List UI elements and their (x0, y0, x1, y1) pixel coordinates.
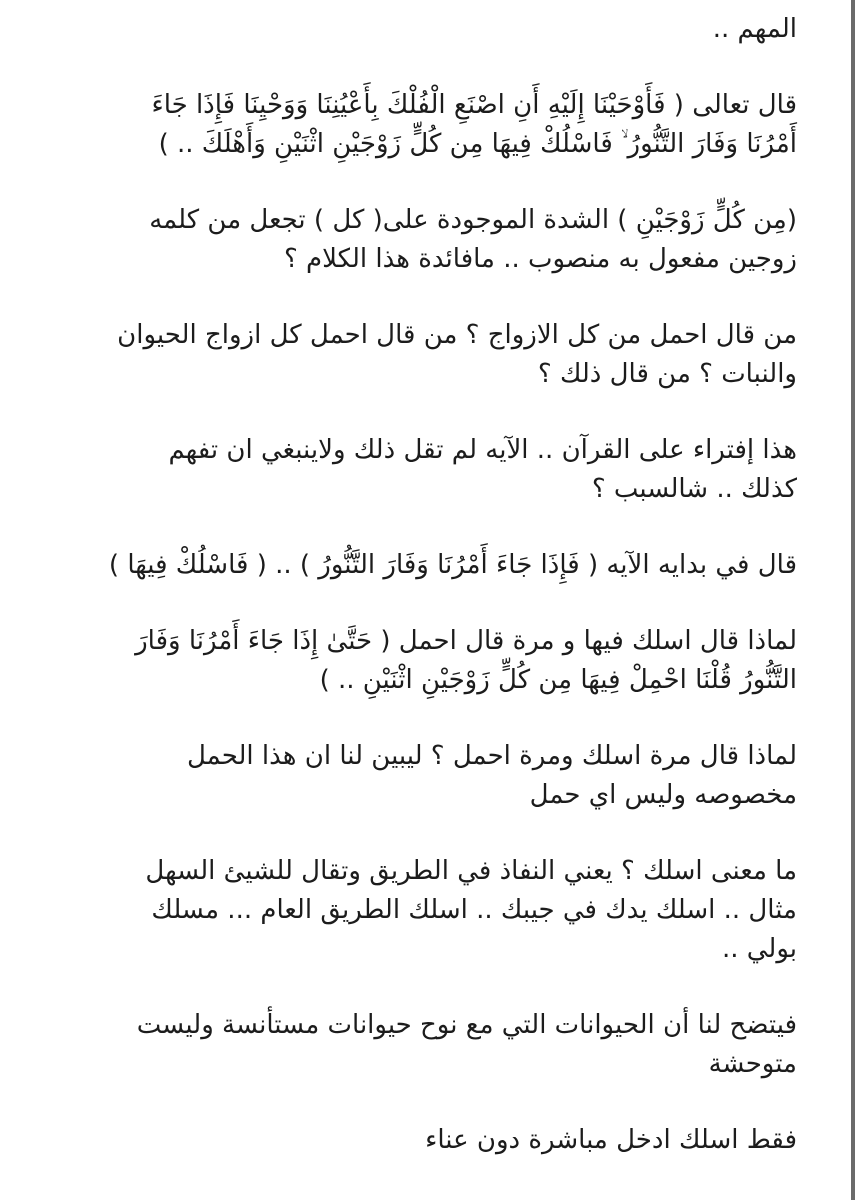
paragraph (67, 10, 797, 49)
text-line: قال تعالى ( فَأَوْحَيْنَا إِلَيْهِ أَنِ اصْنَعِ الْفُلْكَ بِأَعْيُنِنَا وَوَحْيِنَا فَإِذَا جَاءَ (151, 90, 797, 120)
paragraph (67, 1121, 797, 1160)
text-line: (مِن كُلٍّ زَوْجَيْنِ ) الشدة الموجودة على( كل ) تجعل من كلمه (149, 205, 797, 235)
text-line: بولي .. (721, 934, 797, 964)
text-line: هذا إفتراء على القرآن .. الآيه لم تقل ذلك ولاينبغي ان تفهم (168, 435, 797, 465)
paragraph (67, 546, 797, 585)
paragraph (67, 201, 797, 279)
scroll-edge (851, 0, 855, 1200)
paragraph (67, 431, 797, 509)
text-line: كذلك .. شالسبب ؟ (591, 474, 797, 504)
text-line: أَمْرُنَا وَفَارَ التَّنُّورُ ۙ فَاسْلُكْ فِيهَا مِن كُلٍّ زَوْجَيْنِ اثْنَيْنِ وَأَهْلَكَ .. ) (158, 129, 797, 159)
paragraph (67, 1006, 797, 1084)
paragraph (67, 316, 797, 394)
text-line: ما معنى اسلك ؟ يعني النفاذ في الطريق وتقال للشيئ السهل (145, 856, 797, 886)
paragraph (67, 86, 797, 164)
paragraph (67, 852, 797, 969)
paragraph (67, 622, 797, 700)
text-line: قال في بدايه الآيه ( فَإِذَا جَاءَ أَمْرُنَا وَفَارَ التَّنُّورُ ) .. ( فَاسْلُكْ فِيهَا ) (108, 550, 797, 580)
text-line: متوحشة (708, 1049, 797, 1079)
text-line: فقط اسلك ادخل مباشرة دون عناء (425, 1125, 797, 1155)
text-line: من قال احمل من كل الازواج ؟ من قال احمل كل ازواج الحيوان (117, 320, 797, 350)
text-line: مثال .. اسلك يدك في جيبك .. اسلك الطريق العام ... مسلك (151, 895, 797, 925)
text-line: التَّنُّورُ قُلْنَا احْمِلْ فِيهَا مِن كُلٍّ زَوْجَيْنِ اثْنَيْنِ .. ) (319, 665, 797, 695)
text-line: زوجين مفعول به منصوب .. مافائدة هذا الكلام ؟ (283, 244, 797, 274)
paragraph (67, 737, 797, 815)
article-body (67, 10, 797, 1197)
text-line: والنبات ؟ من قال ذلك ؟ (537, 359, 797, 389)
text-line: لماذا قال مرة اسلك ومرة احمل ؟ ليبين لنا ان هذا الحمل (186, 741, 797, 771)
text-line: فيتضح لنا أن الحيوانات التي مع نوح حيوانات مستأنسة وليست (136, 1010, 797, 1040)
text-line: مخصوصه وليس اي حمل (529, 780, 797, 810)
text-line: لماذا قال اسلك فيها و مرة قال احمل ( حَتَّىٰ إِذَا جَاءَ أَمْرُنَا وَفَارَ (135, 626, 797, 656)
text-line: المهم .. (712, 14, 797, 44)
